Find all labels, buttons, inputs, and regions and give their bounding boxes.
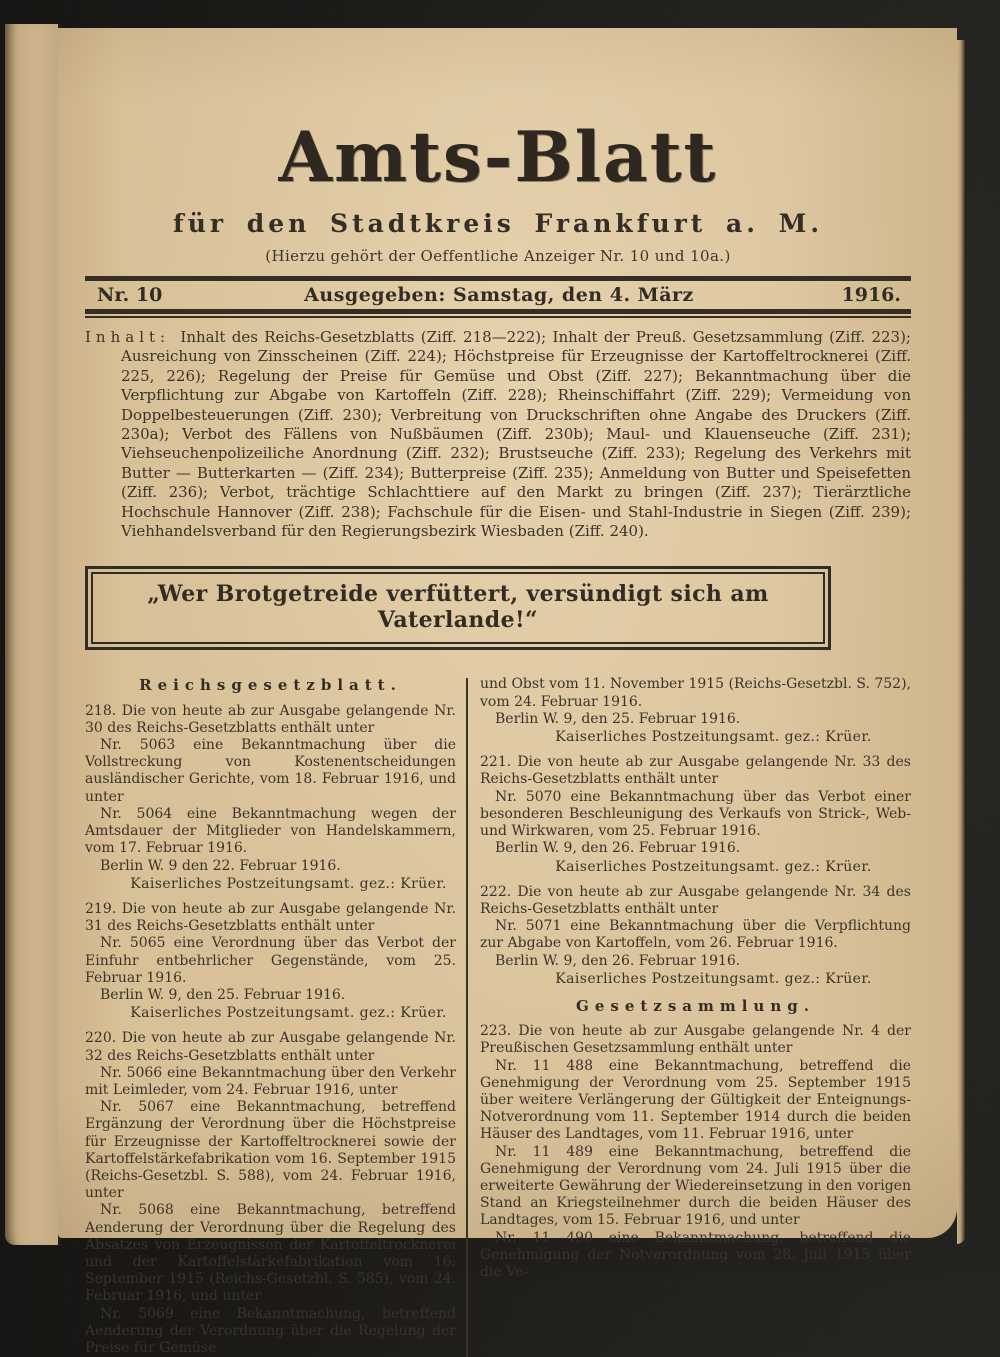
text-block: Berlin W. 9, den 26. Februar 1916.	[495, 840, 741, 857]
text-block: Nr. 5068 eine Bekanntmachung, betreffend Aenderung der Verordnung über die Regelung des Absatzes von Erzeugnissen der Kartoffeltrocknerei und der Kartoffelstärkefabrikation vom 16. September 1915 (Reichs-Gesetzbl. S. 585), vom 24. Februar 1916, und unter	[85, 1202, 456, 1305]
issue-year: 1916.	[841, 284, 901, 306]
text-block: 223. Die von heute ab zur Ausgabe gelangende Nr. 4 der Preußischen Gesetzsammlung enthält unter	[480, 1023, 911, 1057]
text-block: Berlin W. 9 den 22. Februar 1916.	[100, 857, 341, 874]
slogan-text: „Wer Brotgetreide verfüttert, versündigt sich am Vaterlande!“	[91, 572, 825, 644]
text-block: 220. Die von heute ab zur Ausgabe gelangende Nr. 32 des Reichs-Gesetzblatts enthält unter	[85, 1030, 456, 1064]
section-heading: Gesetzsammlung.	[576, 996, 815, 1015]
text-block: 222. Die von heute ab zur Ausgabe gelangende Nr. 34 des Reichs-Gesetzblatts enthält unter	[480, 883, 911, 917]
text-block: Nr. 5063 eine Bekanntmachung über die Vollstreckung von Kostenentscheidungen ausländischer Gerichte, vom 18. Februar 1916, und unter	[85, 737, 456, 805]
column-right	[480, 676, 911, 1357]
text-block: 219. Die von heute ab zur Ausgabe gelangende Nr. 31 des Reichs-Gesetzblatts enthält unter	[85, 900, 456, 935]
masthead-subtitle: für den Stadtkreis Frankfurt a. M.	[172, 209, 824, 238]
masthead-note: (Hierzu gehört der Oeffentliche Anzeiger Nr. 10 und 10a.)	[265, 247, 731, 265]
text-block: und Obst vom 11. November 1915 (Reichs-Gesetzbl. S. 752), vom 24. Februar 1916.	[480, 676, 911, 710]
previous-page-edge	[5, 24, 61, 1245]
slogan-banner	[85, 566, 831, 650]
text-block: Nr. 5069 eine Bekanntmachung, betreffend Aenderung der Verordnung über die Regelung der Preise für Gemüse	[85, 1305, 456, 1356]
text-block: Berlin W. 9, den 25. Februar 1916.	[100, 986, 346, 1003]
article-columns	[85, 676, 911, 1357]
section-heading: Reichsgesetzblatt.	[139, 676, 402, 695]
text-block: Nr. 11 489 eine Bekanntmachung, betreffend die Genehmigung der Verordnung vom 24. Juli 1915 über die erweiterte Gewährung der Wiedereinsetzung in den vorigen Stand an Kriegsteilnehmer durch die beiden Häuser des Landtages, vom 15. Februar 1916, und unter	[480, 1143, 911, 1229]
text-block: Berlin W. 9, den 26. Februar 1916.	[495, 952, 741, 969]
masthead	[85, 28, 911, 265]
text-block: Nr. 11 488 eine Bekanntmachung, betreffend die Genehmigung der Verordnung vom 25. September 1915 über weitere Verlängerung der Gültigkeit der Enteignungs-Notverordnung vom 11. September 1914 durch die beiden Häuser des Landtages, vom 11. Februar 1916, unter	[480, 1057, 911, 1143]
toc-text: Inhalt des Reichs-Gesetzblatts (Ziff. 218—222); Inhalt der Preuß. Gesetzsammlung (Ziff. 223); Ausreichung von Zinsscheinen (Ziff. 224); Höchstpreise für Erzeugnisse der Kartoffeltrocknerei (Ziff. 225, 226); Regelung der Preise für Gemüse und Obst (Ziff. 227); Bekanntmachung über die Verpflichtung zur Abgabe von Kartoffeln (Ziff. 228); Rheinschiffahrt (Ziff. 229); Vermeidung von Doppelbesteuerungen (Ziff. 230); Verbreitung von Druckschriften ohne Angabe des Druckers (Ziff. 230a); Verbot des Fällens von Nußbäumen (Ziff. 230b); Maul- und Klauenseuche (Ziff. 231); Viehseuchenpolizeiliche Anordnung (Ziff. 232); Brustseuche (Ziff. 233); Regelung des Verkehrs mit Butter — Butterkarten — (Ziff. 234); Butterpreise (Ziff. 235); Anmeldung von Butter und Speisefetten (Ziff. 236); Verbot, trächtige Schlachttiere auf den Markt zu bringen (Ziff. 237); Tierärztliche Hochschule Hannover (Ziff. 238); Fachschule für die Eisen- und Stahl-Industrie in Siegen (Ziff. 239); Viehhandelsverband für den Regierungsbezirk Wiesbaden (Ziff. 240).	[121, 328, 911, 541]
text-block: Nr. 5064 eine Bekanntmachung wegen der Amtsdauer der Mitglieder von Handelskammern, vom 17. Februar 1916.	[85, 805, 456, 857]
text-block: Berlin W. 9, den 25. Februar 1916.	[495, 710, 741, 727]
text-block: Nr. 5066 eine Bekanntmachung über den Verkehr mit Leimleder, vom 24. Februar 1916, unter	[85, 1064, 456, 1098]
newspaper-page	[58, 28, 957, 1356]
text-block: Kaiserliches Postzeitungsamt. gez.: Krüer.	[130, 1005, 447, 1022]
text-block: 218. Die von heute ab zur Ausgabe gelangende Nr. 30 des Reichs-Gesetzblatts enthält unter	[85, 702, 456, 736]
page-title: Amts-Blatt	[278, 117, 718, 198]
text-block: Nr. 5065 eine Verordnung über das Verbot der Einfuhr entbehrlicher Gegenstände, vom 25. Februar 1916.	[85, 935, 456, 986]
text-block: Nr. 5067 eine Bekanntmachung, betreffend Ergänzung der Verordnung über die Höchstpreise für Erzeugnisse der Kartoffeltrocknerei sowie der Kartoffelstärkefabrikation vom 16. September 1915 (Reichs-Gesetzbl. S. 588), vom 24. Februar 1916, unter	[85, 1099, 456, 1202]
text-block: Kaiserliches Postzeitungsamt. gez.: Krüer.	[555, 729, 872, 746]
text-block: Nr. 5070 eine Bekanntmachung über das Verbot einer besonderen Beschleunigung des Verkaufs von Strick-, Web- und Wirkwaren, vom 25. Februar 1916.	[480, 788, 911, 840]
text-block: 221. Die von heute ab zur Ausgabe gelangende Nr. 33 des Reichs-Gesetzblatts enthält unter	[480, 754, 911, 788]
text-block: Nr. 5071 eine Bekanntmachung über die Verpflichtung zur Abgabe von Kartoffeln, vom 26. Februar 1916.	[480, 918, 911, 952]
column-left	[85, 676, 456, 1357]
issue-number: Nr. 10	[97, 284, 163, 306]
text-block: Kaiserliches Postzeitungsamt. gez.: Krüer.	[555, 970, 872, 987]
toc-label: Inhalt:	[85, 328, 171, 346]
issue-bar	[85, 281, 911, 308]
horizontal-rule-double	[85, 309, 911, 318]
issue-date: Ausgegeben: Samstag, den 4. März	[304, 284, 694, 306]
text-block: Kaiserliches Postzeitungsamt. gez.: Krüer.	[555, 858, 872, 875]
column-divider	[466, 678, 468, 1357]
text-block: Kaiserliches Postzeitungsamt. gez.: Krüer.	[130, 875, 447, 892]
text-block: Nr. 11 490 eine Bekanntmachung, betreffend die Genehmigung der Notverordnung vom 28. Juli 1915 über die Ve-	[480, 1229, 911, 1280]
table-of-contents	[85, 328, 911, 541]
